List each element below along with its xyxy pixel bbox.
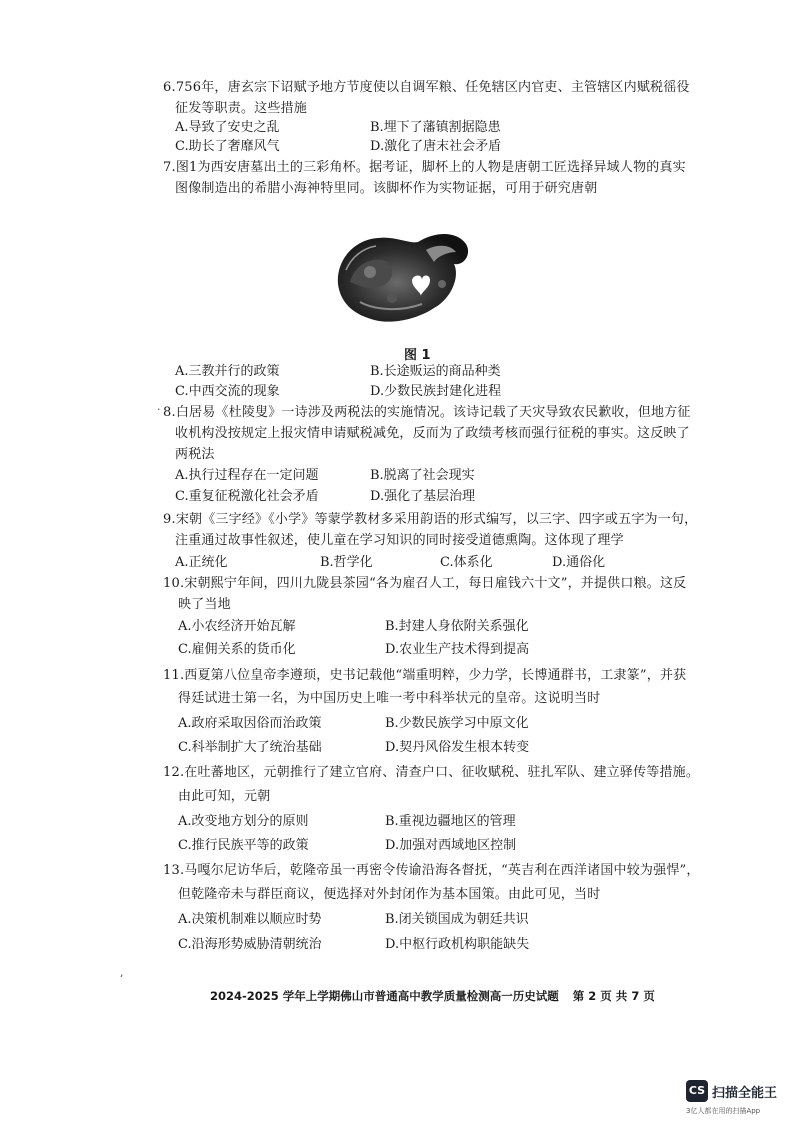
question-12-stem-line-2: 由此可知，元朝 [178, 789, 271, 804]
scanner-watermark [686, 1080, 786, 1116]
question-13-option-b: B.闭关锁国成为朝廷共识 [385, 912, 529, 927]
question-11-stem-line-2: 得廷试进士第一名，为中国历史上唯一考中科举状元的皇帝。这说明当时 [178, 691, 601, 706]
tricolor-horn-cup-image [330, 222, 472, 334]
question-10-option-a: A.小农经济开始瓦解 [178, 619, 296, 634]
footer-page-number: 第 2 页 共 7 页 [572, 989, 655, 1003]
question-13-stem-line-2: 但乾隆帝未与群臣商议，便选择对外封闭作为基本国策。由此可见，当时 [178, 887, 601, 902]
question-6-option-d: D.激化了唐末社会矛盾 [370, 139, 502, 154]
question-7-stem-line-2: 图像制造出的希腊小海神特里同。该脚杯作为实物证据，可用于研究唐朝 [175, 181, 598, 196]
question-11-option-b: B.少数民族学习中原文化 [385, 716, 529, 731]
question-8-option-c: C.重复征税激化社会矛盾 [175, 489, 319, 504]
question-12-option-d: D.加强对西域地区控制 [385, 838, 517, 853]
question-8-option-a: A.执行过程存在一定问题 [175, 468, 319, 483]
question-13-option-d: D.中枢行政机构职能缺失 [385, 937, 530, 952]
question-10-stem-line-2: 映了当地 [178, 597, 231, 612]
question-12-stem-line-1: 12.在吐蕃地区，元朝推行了建立官府、清查户口、征收赋税、驻扎军队、建立驿传等措施。 [163, 765, 700, 780]
question-12-option-a: A.改变地方划分的原则 [178, 814, 309, 829]
question-6-stem-line-1: 6.756年，唐玄宗下诏赋予地方节度使以自调军粮、任免辖区内官吏、主管辖区内赋税徭役 [163, 80, 690, 95]
question-10-option-c: C.雇佣关系的货币化 [178, 642, 296, 657]
question-9-option-c: C.体系化 [440, 555, 493, 570]
question-7-option-b: B.长途贩运的商品种类 [370, 364, 501, 379]
question-7-stem-line-1: 7.图1为西安唐墓出土的三彩角杯。据考证，脚杯上的人物是唐朝工匠选择异域人物的真实 [163, 160, 686, 175]
question-9-option-a: A.正统化 [175, 555, 228, 570]
question-9-option-b: B.哲学化 [320, 555, 373, 570]
question-9-option-d: D.通俗化 [552, 555, 606, 570]
footer-exam-title: 2024-2025 学年上学期佛山市普通高中教学质量检测高一历史试题 [210, 989, 559, 1003]
question-12-option-b: B.重视边疆地区的管理 [385, 814, 516, 829]
question-10-option-b: B.封建人身依附关系强化 [385, 619, 529, 634]
watermark-app-name: 扫描全能王 [712, 1086, 778, 1101]
question-6-option-c: C.助长了奢靡风气 [175, 139, 280, 154]
question-9-stem-line-1: 9.宋朝《三字经》《小学》等蒙学教材多采用韵语的形式编写，以三字、四字或五字为一句， [163, 512, 698, 527]
question-8-stem-line-1: 8.白居易《杜陵叟》一诗涉及两税法的实施情况。该诗记载了天灾导致农民歉收，但地方征 [163, 405, 691, 420]
stray-mark: · [157, 403, 161, 416]
question-8-option-d: D.强化了基层治理 [370, 489, 476, 504]
question-8-stem-line-2: 收机构没按规定上报灾情申请赋税减免，反而为了政绩考核而强行征税的事实。这反映了 [175, 426, 690, 441]
question-10-option-d: D.农业生产技术得到提高 [385, 642, 530, 657]
stray-mark: , [120, 966, 124, 979]
question-7-option-a: A.三教并行的政策 [175, 364, 280, 379]
figure-1-caption: 图 1 [404, 348, 431, 363]
question-8-stem-line-3: 两税法 [175, 447, 215, 462]
question-8-option-b: B.脱离了社会现实 [370, 468, 475, 483]
question-13-stem-line-1: 13.马嘎尔尼访华后，乾隆帝虽一再密令传谕沿海各督抚，“英吉利在西洋诸国中较为强悍”， [163, 863, 700, 878]
question-11-option-c: C.科举制扩大了统治基础 [178, 740, 322, 755]
question-6-stem-line-2: 征发等职责。这些措施 [175, 101, 308, 116]
question-7-option-d: D.少数民族封建化进程 [370, 384, 502, 399]
question-11-option-a: A.政府采取因俗而治政策 [178, 716, 322, 731]
question-12-option-c: C.推行民族平等的政策 [178, 838, 309, 853]
question-10-stem-line-1: 10.宋朝熙宁年间，四川九陇县茶园“各为雇召人工，每日雇钱六十文”，并提供口粮。这反 [163, 576, 687, 591]
question-6-option-b: B.埋下了藩镇割据隐患 [370, 120, 501, 135]
question-13-option-c: C.沿海形势威胁清朝统治 [178, 937, 322, 952]
question-13-option-a: A.决策机制难以顺应时势 [178, 912, 322, 927]
camscanner-logo-icon: CS [686, 1080, 708, 1102]
question-7-option-c: C.中西交流的现象 [175, 384, 280, 399]
question-9-stem-line-2: 注重通过故事性叙述，使儿童在学习知识的同时接受道德熏陶。这体现了理学 [175, 533, 624, 548]
question-11-stem-line-1: 11.西夏第八位皇帝李遵顼，史书记载他“端重明粹，少力学，长博通群书，工隶篆”，并获 [163, 668, 687, 683]
question-11-option-d: D.契丹风俗发生根本转变 [385, 740, 530, 755]
watermark-subtitle: 3亿人都在用的扫描App [686, 1107, 761, 1115]
question-6-option-a: A.导致了安史之乱 [175, 120, 280, 135]
page-footer [210, 988, 655, 1004]
